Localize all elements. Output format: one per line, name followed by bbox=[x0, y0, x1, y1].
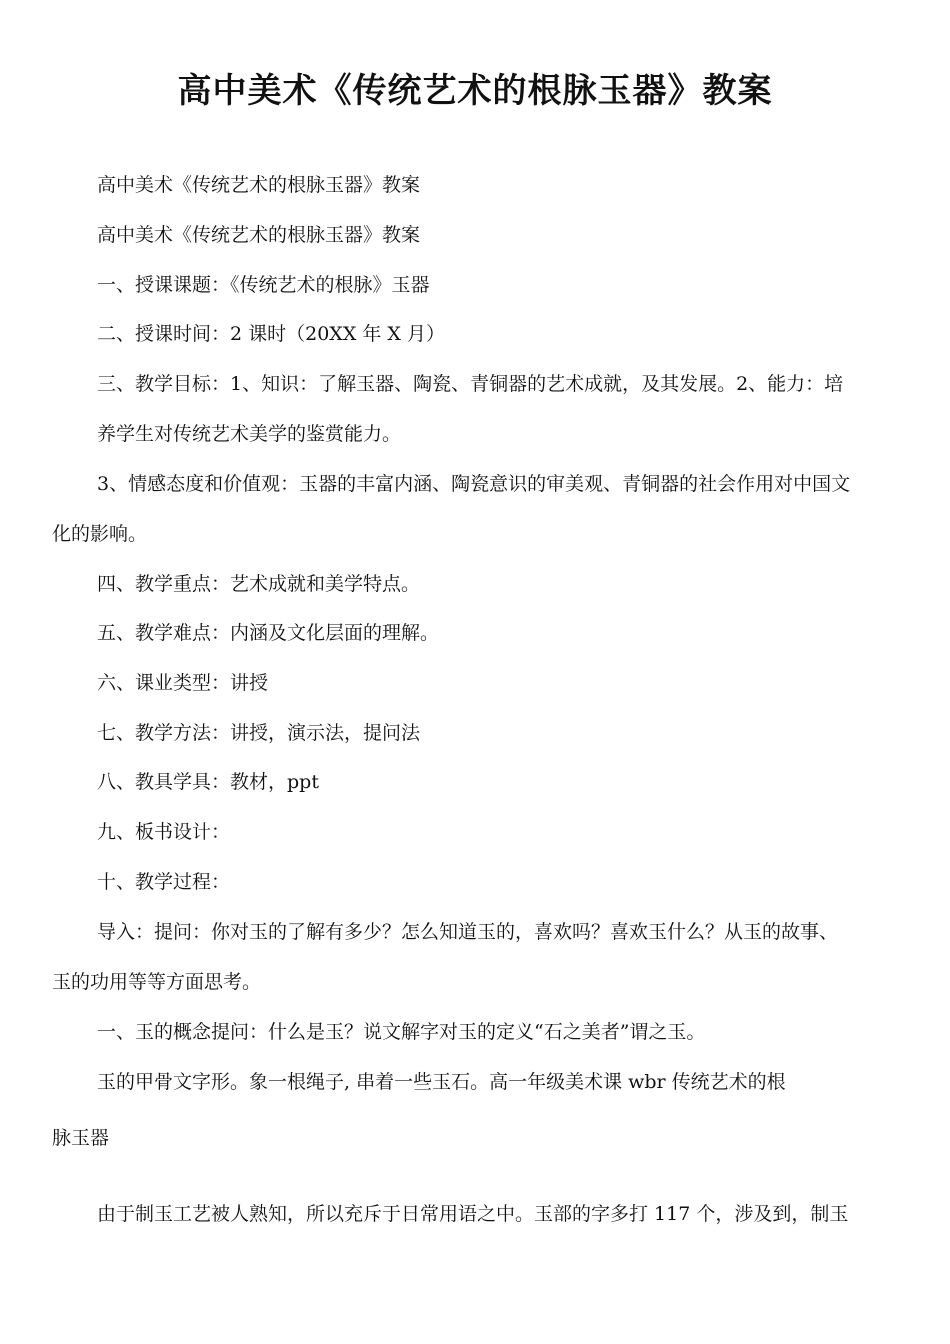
text-line: 五、教学难点：内涵及文化层面的理解。 bbox=[97, 622, 440, 644]
text-line: 四、教学重点：艺术成就和美学特点。 bbox=[97, 573, 421, 595]
text-line: 一、授课课题：《传统艺术的根脉》玉器 bbox=[97, 274, 430, 296]
text-line: 三、教学目标：1、知识：了解玉器、陶瓷、青铜器的艺术成就，及其发展。2、能力：培 bbox=[97, 373, 844, 395]
text-line: 由于制玉工艺被人熟知，所以充斥于日常用语之中。玉部的字多打 117 个，涉及到，制玉 bbox=[97, 1203, 849, 1225]
text-line: 九、板书设计： bbox=[97, 821, 231, 843]
document-title: 高中美术《传统艺术的根脉玉器》教案 bbox=[177, 71, 773, 111]
text-line: 一、玉的概念提问：什么是玉？说文解字对玉的定义“石之美者”谓之玉。 bbox=[97, 1021, 706, 1043]
text-line: 化的影响。 bbox=[52, 523, 148, 545]
text-line: 导入：提问：你对玉的了解有多少？怎么知道玉的，喜欢吗？喜欢玉什么？从玉的故事、 bbox=[97, 921, 839, 943]
text-line: 脉玉器 bbox=[52, 1127, 110, 1149]
text-line: 十、教学过程： bbox=[97, 871, 231, 893]
text-line: 六、课业类型：讲授 bbox=[97, 672, 269, 694]
text-line: 高中美术《传统艺术的根脉玉器》教案 bbox=[97, 224, 421, 246]
text-line: 八、教具学具：教材，ppt bbox=[97, 771, 319, 793]
text-line: 二、授课时间：2 课时（20XX 年 X 月） bbox=[97, 323, 446, 345]
text-line: 3、情感态度和价值观：玉器的丰富内涵、陶瓷意识的审美观、青铜器的社会作用对中国文 bbox=[97, 473, 851, 495]
text-line: 养学生对传统艺术美学的鉴赏能力。 bbox=[97, 423, 402, 445]
text-line: 七、教学方法：讲授，演示法，提问法 bbox=[97, 722, 421, 744]
text-line: 高中美术《传统艺术的根脉玉器》教案 bbox=[97, 174, 421, 196]
text-line: 玉的功用等等方面思考。 bbox=[52, 971, 262, 993]
text-line: 玉的甲骨文字形。象一根绳子, 串着一些玉石。高一年级美术课 wbr 传统艺术的根 bbox=[97, 1071, 786, 1093]
